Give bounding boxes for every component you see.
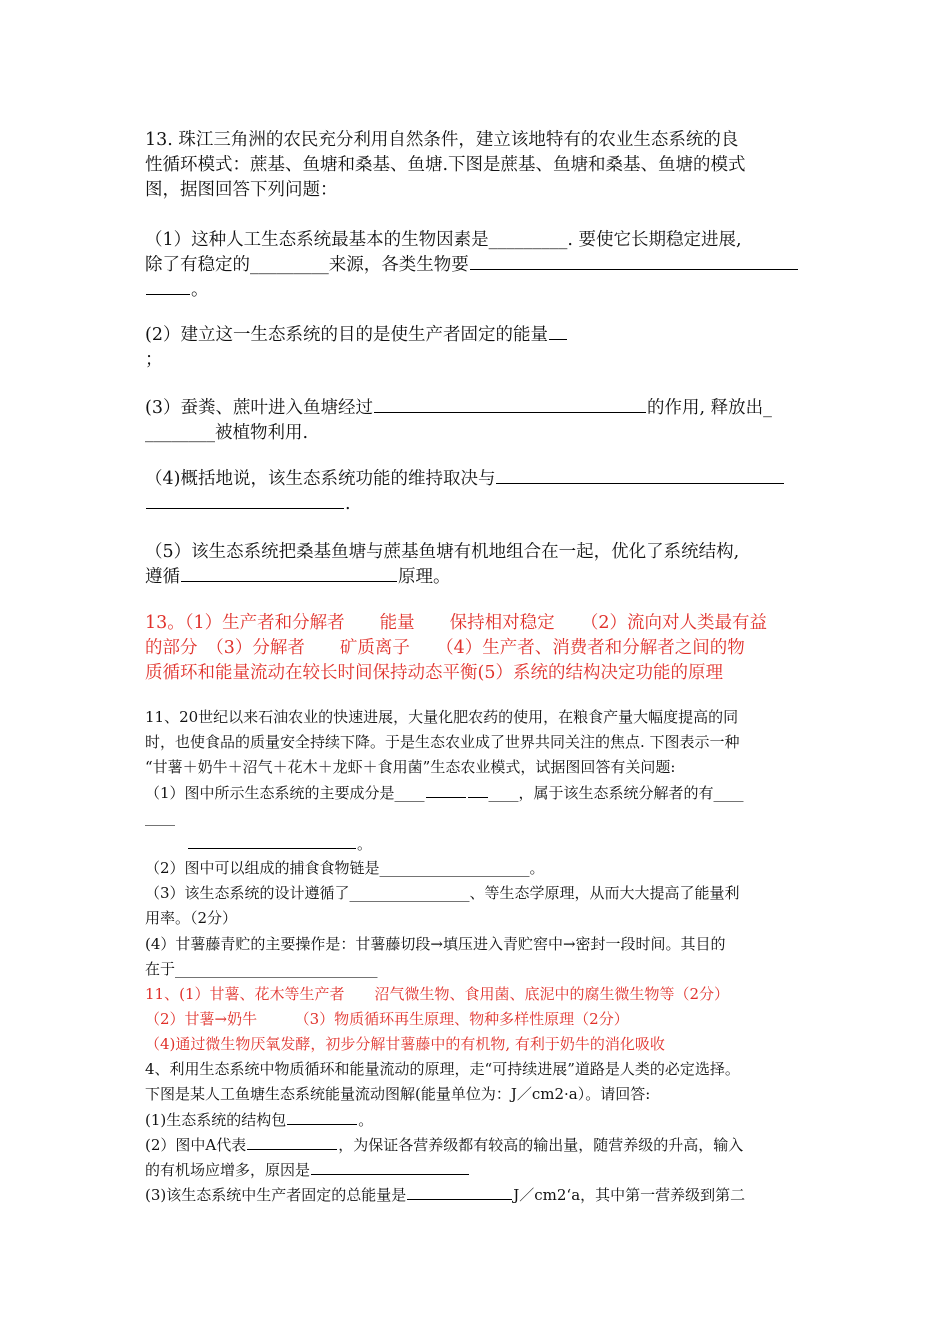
q4-part1-line [145, 1108, 373, 1131]
q13-answer-line-1: 13。（1）生产者和分解者 能量 保持相对稳定 （2）流向对人类最有益 [145, 613, 768, 633]
answer-blank [311, 1158, 469, 1175]
answer-blank [407, 1183, 512, 1200]
answer-blank [287, 1108, 357, 1125]
q4-part2-text: (2）图中A代表 [145, 1136, 247, 1154]
q13-part1-line-1: （1）这种人工生态系统最基本的生物因素是_________. 要使它长期稳定进展, [145, 230, 742, 250]
q13-answer-line-2: 的部分 （3）分解者 矿质离子 （4）生产者、消费者和分解者之间的物 [145, 638, 745, 658]
q4-part2-text-2: ，为保证各营养级都有较高的输出量，随营养级的升高，输入 [338, 1136, 744, 1154]
q4-part2-line-1 [145, 1133, 743, 1156]
q4-part3-text: (3)该生态系统中生产者固定的总能量是 [145, 1186, 407, 1204]
q13-part2-line-2: ； [145, 350, 163, 370]
answer-blank [426, 781, 466, 798]
q11-intro-line-2: 时，也使食品的质量安全持续下降。于是生态农业成了世界共同关注的焦点. 下图表示一种 [145, 733, 740, 751]
q13-part3-line-1 [145, 396, 772, 421]
answer-blank [247, 1133, 337, 1150]
q13-intro-line-2: 性循环模式：蔗基、鱼塘和桑基、鱼塘.下图是蔗基、鱼塘和桑基、鱼塘的模式 [145, 155, 746, 175]
q11-part1-line-2: ____ [145, 808, 175, 826]
answer-blank [468, 781, 488, 798]
q11-answer-line-3: （4)通过微生物厌氧发酵，初步分解甘薯藤中的有机物, 有利于奶牛的消化吸收 [145, 1035, 665, 1053]
q11-part1-line-1 [145, 781, 744, 804]
q13-part5-text: 遵循 [145, 567, 180, 587]
q11-part2-line: （2）图中可以组成的捕食食物链是____________________。 [145, 859, 545, 877]
q13-part3-line-2: ________被植物利用. [145, 423, 309, 443]
q4-part3-text-2: J／cm2‘a，其中第一营养级到第二 [513, 1186, 746, 1204]
q13-part3-text: (3）蚕粪、蔗叶进入鱼塘经过 [145, 398, 373, 418]
q4-part1-end: 。 [358, 1111, 374, 1129]
q13-part2-text: (2）建立这一生态系统的目的是使生产者固定的能量 [145, 325, 548, 345]
q4-part1-text: (1)生态系统的结构包 [145, 1111, 287, 1129]
q13-part1-text: 除了有稳定的_________来源，各类生物要 [145, 255, 469, 275]
q13-part5-end: 原理。 [398, 567, 451, 587]
q11-part1-text: （1）图中所示生态系统的主要成分是____ [145, 784, 425, 802]
q4-intro-line-2: 下图是某人工鱼塘生态系统能量流动图解(能量单位为：J／cm2·a）。请回答: [145, 1085, 651, 1103]
q4-part2-text-3: 的有机场应增多，原因是 [145, 1161, 311, 1179]
q13-part1-line-3 [145, 278, 209, 303]
q4-part3-line-1 [145, 1183, 745, 1206]
answer-blank [188, 832, 356, 849]
q11-part4-line-2: 在于___________________________ [145, 960, 378, 978]
q13-part1-line-2 [145, 253, 799, 278]
q13-part5-line-2 [145, 565, 451, 590]
q13-part5-line-1: （5）该生态系统把桑基鱼塘与蔗基鱼塘有机地组合在一起，优化了系统结构, [145, 542, 740, 562]
q11-intro-line-3: “甘薯＋奶牛＋沼气＋花木＋龙虾＋食用菌”生态农业模式，试据图回答有关问题: [145, 758, 676, 776]
q11-answer-line-1: 11、(1）甘薯、花木等生产者 沼气微生物、食用菌、底泥中的腐生微生物等（2分） [145, 985, 730, 1003]
q11-part1-text-2: ____，属于该生态系统分解者的有____ [488, 784, 744, 802]
q11-part4-line-1: (4）甘薯藤青贮的主要操作是：甘薯藤切段→填压进入青贮窖中→密封一段时间。其目的 [145, 935, 726, 953]
q13-part2-line-1 [145, 323, 568, 348]
q11-part1-line-3 [145, 832, 372, 855]
q13-intro-line-3: 图，据图回答下列问题： [145, 180, 338, 200]
answer-blank [146, 492, 344, 509]
q13-part4-text: （4)概括地说，该生态系统功能的维持取决与 [145, 469, 496, 489]
q11-part3-line-2: 用率。（2分） [145, 909, 238, 927]
q11-part3-line-1: （3）该生态系统的设计遵循了________________、等生态学原理，从而大大提高了能量利 [145, 884, 740, 902]
q4-part2-line-2 [145, 1158, 470, 1181]
answer-blank [496, 467, 784, 484]
q13-answer-line-3: 质循环和能量流动在较长时间保持动态平衡(5）系统的结构决定功能的原理 [145, 663, 723, 683]
q4-intro-line-1: 4、利用生态系统中物质循环和能量流动的原理，走“可持续进展”道路是人类的必定选择。 [145, 1060, 740, 1078]
q13-part1-end: 。 [191, 280, 209, 300]
q13-part4-line-1 [145, 467, 785, 492]
answer-blank [549, 323, 567, 340]
answer-blank [470, 253, 798, 270]
answer-blank [146, 278, 190, 295]
q13-intro-line-1: 13. 珠江三角洲的农民充分利用自然条件，建立该地特有的农业生态系统的良 [145, 130, 739, 150]
q11-answer-line-2: （2）甘薯→奶牛 （3）物质循环再生原理、物种多样性原理（2分） [145, 1010, 629, 1028]
q11-part1-end: 。 [357, 835, 373, 853]
answer-blank [181, 565, 397, 582]
q13-part4-end: . [345, 494, 351, 514]
q11-intro-line-1: 11、20世纪以来石油农业的快速进展，大量化肥农药的使用，在粮食产量大幅度提高的同 [145, 708, 739, 726]
answer-blank [374, 396, 646, 413]
q13-part3-text-2: 的作用, 释放出_ [646, 398, 772, 418]
q13-part4-line-2 [145, 492, 351, 517]
